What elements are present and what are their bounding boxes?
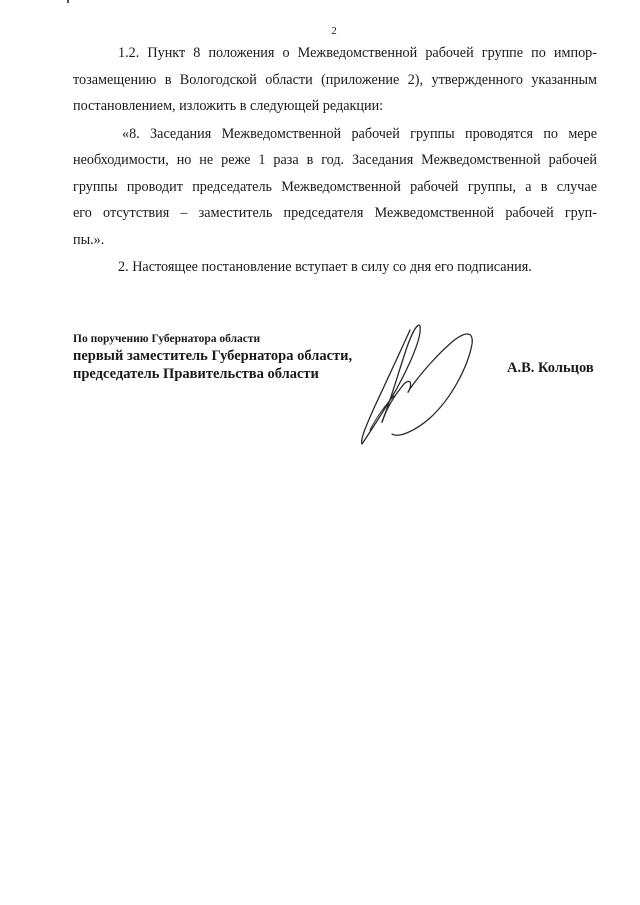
text-line: «8. Заседания Межведомственной рабочей группы проводятся по мере (122, 125, 597, 142)
quoted-clause-8 (73, 121, 597, 254)
text-line: необходимости, но не реже 1 раза в год. Заседания Межведомственной рабочей (73, 152, 597, 168)
clause-2 (73, 254, 597, 281)
clause-1-2 (73, 40, 597, 120)
text-line: группы проводит председатель Межведомственной рабочей группы, а в случае (73, 178, 597, 195)
signer-name: А.В. Кольцов (507, 360, 594, 376)
handwritten-signature (352, 318, 492, 450)
signature-block (73, 331, 352, 383)
text-line: 1.2. Пункт 8 положения о Межведомственной рабочей группе по импор- (118, 45, 597, 61)
document-body (73, 40, 597, 281)
authority-note: По поручению Губернатора области (73, 333, 261, 345)
text-line: 2. Настоящее постановление вступает в силу со дня его подписания. (118, 259, 532, 275)
text-line: постановлением, изложить в следующей редакции: (73, 98, 384, 114)
signer-title-line-2: председатель Правительства области (73, 366, 319, 382)
page-number: 2 (331, 25, 337, 37)
scan-mark (67, 0, 69, 3)
text-line: тозамещению в Вологодской области (приложение 2), утвержденного указанным (73, 71, 597, 88)
text-line: пы.». (73, 231, 105, 248)
signer-title-line-1: первый заместитель Губернатора области, (73, 348, 353, 364)
text-line: его отсутствия – заместитель председателя Межведомственной рабочей груп- (73, 205, 597, 221)
